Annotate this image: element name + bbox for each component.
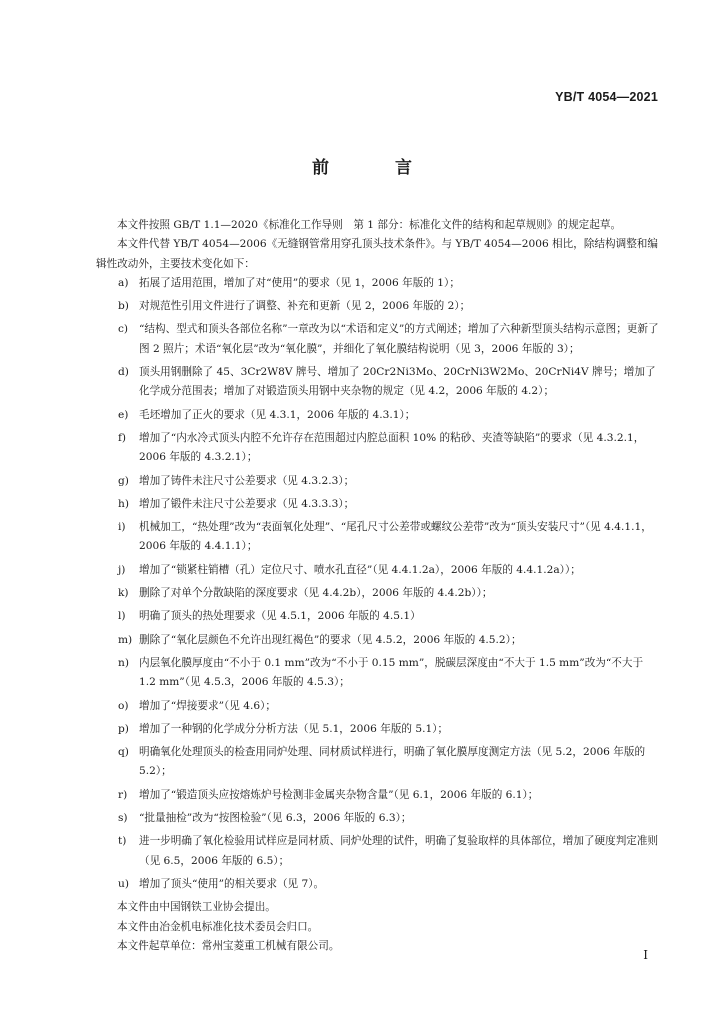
list-item	[96, 274, 662, 293]
list-item	[96, 697, 662, 716]
list-item-text: 增加了锻件未注尺寸公差要求（见 4.3.3.3）；	[139, 497, 355, 510]
list-item	[96, 786, 662, 805]
list-item	[96, 631, 662, 650]
list-item-marker: e)	[118, 408, 129, 421]
list-item	[96, 472, 662, 491]
list-item-marker: d)	[118, 366, 129, 379]
list-item-text: 明确了顶头的热处理要求（见 4.5.1，2006 年版的 4.5.1）	[139, 610, 421, 623]
list-item-marker: q)	[118, 746, 129, 759]
list-item-text: 进一步明确了氧化检验用试样应是同材质、同炉处理的试件，明确了复验取样的具体部位，增加了硬度判定准则（见 6.5，2006 年版的 6.5）；	[139, 835, 659, 867]
list-item-text: “结构、型式和顶头各部位名称”一章改为以“术语和定义”的方式阐述；增加了六种新型顶头结构示意图；更新了图 2 照片；术语“氧化层”改为“氧化膜”，并细化了氧化膜结构说明（见 3，2006 年版的 3）；	[139, 323, 659, 355]
list-item-marker: g)	[118, 474, 129, 487]
list-item-marker: u)	[118, 877, 129, 890]
list-item-text: 拓展了适用范围，增加了对“使用”的要求（见 1，2006 年版的 1）；	[139, 276, 460, 289]
list-item-text: 机械加工，“热处理”改为“表面氧化处理”、“尾孔尺寸公差带或螺纹公差带”改为“顶头安装尺寸”（见 4.4.1.1，2006 年版的 4.4.1.1）；	[139, 521, 652, 553]
list-item	[96, 584, 662, 603]
page-number: I	[643, 948, 648, 962]
list-item	[96, 654, 662, 693]
list-item-marker: f)	[118, 431, 127, 444]
list-item-marker: i)	[118, 521, 126, 534]
foreword-body	[96, 216, 662, 956]
list-item-text: 增加了“锁紧柱销槽（孔）定位尺寸、喷水孔直径”（见 4.4.1.2a），2006 年版的 4.4.1.2a））；	[139, 563, 581, 576]
list-item-marker: p)	[118, 722, 129, 735]
list-item-marker: a)	[118, 276, 129, 289]
proposer-statement: 本文件由中国钢铁工业协会提出。	[117, 901, 276, 914]
list-item-marker: b)	[118, 300, 129, 313]
list-item-text: 增加了“内水冷式顶头内腔不允许存在范围超过内腔总面积 10% 的粘砂、夹渣等缺陷”的要求（见 4.3.2.1，2006 年版的 4.3.2.1）；	[139, 431, 645, 464]
list-item	[96, 607, 662, 626]
list-item	[96, 809, 662, 828]
list-item	[96, 429, 662, 468]
list-item	[96, 297, 662, 316]
list-item	[96, 832, 662, 871]
list-item	[96, 320, 662, 359]
list-item-text: 毛坯增加了正火的要求（见 4.3.1，2006 年版的 4.3.1）；	[139, 408, 416, 421]
list-item-text: 增加了铸件未注尺寸公差要求（见 4.3.2.3）；	[139, 474, 355, 487]
page-title: 前 言	[312, 158, 442, 178]
list-item-marker: m)	[118, 633, 133, 646]
list-item-marker: t)	[118, 835, 127, 848]
list-item-marker: l)	[118, 610, 126, 623]
list-item-text: 增加了一种钢的化学成分分析方法（见 5.1，2006 年版的 5.1）；	[139, 722, 449, 735]
list-item-text: 明确氧化处理顶头的检查用同炉处理、同材质试样进行，明确了氧化膜厚度测定方法（见 5.2，2006 年版的 5.2）；	[139, 746, 646, 778]
list-item-text: 顶头用钢删除了 45、3Cr2W8V 牌号、增加了 20Cr2Ni3Mo、20CrNi3W2Mo、20CrNi4V 牌号；增加了化学成分范围表；增加了对锻造顶头用钢中夹杂物的规定（见 4.2，2006 年版的 4.2）；	[139, 366, 656, 398]
technical-changes-list	[96, 274, 662, 894]
list-item-text: 增加了顶头“使用”的相关要求（见 7）。	[139, 877, 325, 890]
drafting-unit-statement: 本文件起草单位：常州宝菱重工机械有限公司。	[117, 939, 340, 952]
intro-paragraph-1: 本文件按照 GB/T 1.1—2020《标准化工作导则 第 1 部分：标准化文件的结构和起草规则》的规定起草。	[117, 219, 622, 231]
standard-number: YB/T 4054—2021	[555, 90, 658, 104]
list-item	[96, 406, 662, 425]
list-item-text: 增加了“焊接要求”（见 4.6）；	[139, 699, 276, 712]
intro-paragraph-2: 本文件代替 YB/T 4054—2006《无缝钢管常用穿孔顶头技术条件》。与 YB/T 4054—2006 相比，除结构调整和编辑性改动外，主要技术变化如下：	[96, 238, 658, 270]
list-item	[96, 875, 662, 894]
list-item	[96, 363, 662, 402]
list-item-text: “批量抽检”改为“按图检验”（见 6.3，2006 年版的 6.3）；	[139, 812, 412, 825]
list-item-text: 内层氧化膜厚度由“不小于 0.1 mm”改为“不小于 0.15 mm”，脱碳层深度由“不大于 1.5 mm”改为“不大于 1.2 mm”（见 4.5.3，2006 年版的 4.5.3）；	[139, 656, 644, 689]
list-item	[96, 518, 662, 557]
list-item	[96, 561, 662, 580]
list-item-text: 删除了“氧化层颜色不允许出现红褐色”的要求（见 4.5.2，2006 年版的 4.5.2）；	[139, 633, 522, 646]
list-item-marker: o)	[118, 699, 129, 712]
list-item-marker: h)	[118, 497, 129, 510]
list-item-marker: r)	[118, 788, 128, 801]
list-item-text: 删除了对单个分散缺陷的深度要求（见 4.4.2b），2006 年版的 4.4.2b））；	[139, 587, 493, 600]
list-item	[96, 720, 662, 739]
list-item-text: 增加了“锻造顶头应按熔炼炉号检测非金属夹杂物含量”（见 6.1，2006 年版的 6.1）；	[139, 788, 539, 801]
list-item-text: 对规范性引用文件进行了调整、补充和更新（见 2，2006 年版的 2）；	[139, 300, 471, 313]
list-item-marker: s)	[118, 812, 128, 825]
administrator-statement: 本文件由冶金机电标准化技术委员会归口。	[117, 920, 319, 933]
list-item	[96, 743, 662, 782]
list-item	[96, 495, 662, 514]
list-item-marker: k)	[118, 587, 129, 600]
list-item-marker: n)	[118, 656, 129, 669]
list-item-marker: c)	[118, 323, 129, 336]
list-item-marker: j)	[118, 563, 126, 576]
